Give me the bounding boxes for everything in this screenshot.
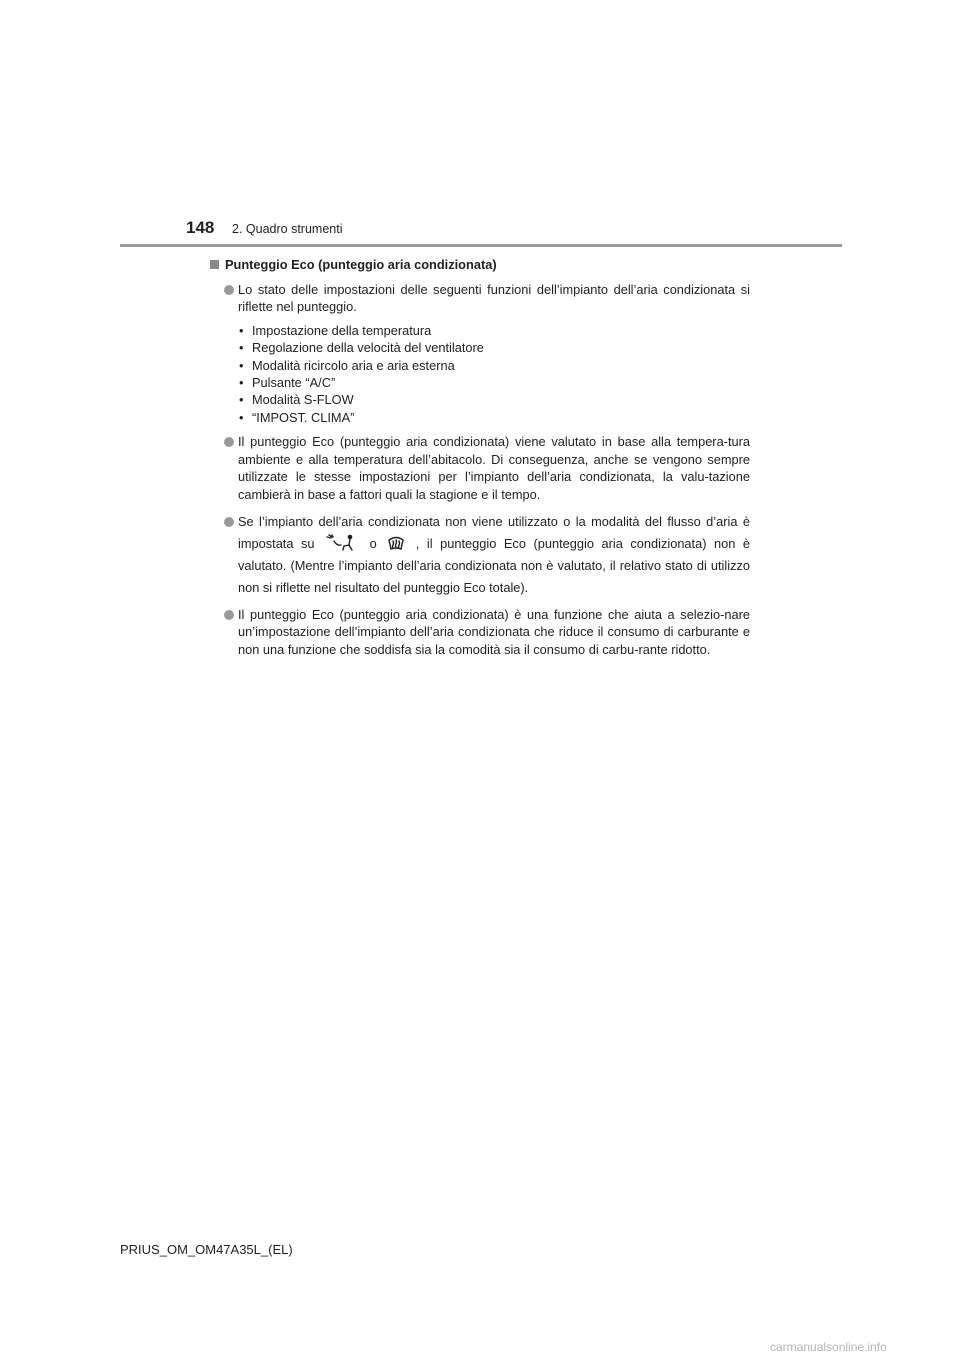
feet-windshield-airflow-icon: [325, 534, 359, 552]
list-item: [210, 281, 750, 427]
list-item: • Impostazione della temperatura: [238, 322, 750, 339]
chapter-title: 2. Quadro strumenti: [232, 222, 343, 236]
circle-bullet-icon: [224, 610, 234, 620]
item-text: Se l’impianto dell’aria condizionata non viene utilizzato o la modalità del flusso d’aria è impostata su: [238, 513, 750, 551]
list-item: • Modalità ricircolo aria e aria esterna: [238, 357, 750, 374]
circle-bullet-icon: [224, 285, 234, 295]
windshield-defroster-icon: [387, 534, 405, 552]
square-bullet-icon: [210, 260, 219, 269]
list-item: • “IMPOST. CLIMA”: [238, 409, 750, 426]
circle-bullet-icon: [224, 437, 234, 447]
list-item: [210, 606, 750, 659]
page-number: 148: [186, 218, 215, 237]
watermark: carmanualsonline.info: [770, 1340, 887, 1354]
item-text: Il punteggio Eco (punteggio aria condizionata) è una funzione che aiuta a selezio-nare un’impostazione dell’impianto dell’aria condizionata che riduce il consumo di carburante e non una funzione che soddisfa sia la comodità sia il consumo di carbu-rante ridotto.: [238, 606, 750, 657]
section-heading: [210, 256, 750, 274]
item-text: Lo stato delle impostazioni delle seguenti funzioni dell’impianto dell’aria condizionata si riflette nel punteggio.: [238, 281, 750, 315]
document-code: PRIUS_OM_OM47A35L_(EL): [120, 1242, 293, 1257]
list-item: • Regolazione della velocità del ventilatore: [238, 339, 750, 356]
page-content: [210, 256, 750, 665]
item-text: , il punteggio Eco (punteggio aria condizionata) non è valutato. (Mentre l’impianto dell’aria condizionata non è valutato, il relativo stato di utilizzo non si riflette nel risultato del punteggio Eco totale).: [238, 535, 751, 595]
settings-list: [238, 322, 750, 426]
list-item: • Modalità S-FLOW: [238, 391, 750, 408]
connector-text: o: [369, 535, 377, 551]
header-divider: [120, 244, 842, 247]
list-item: [210, 511, 750, 599]
item-text: Il punteggio Eco (punteggio aria condizionata) viene valutato in base alla tempera-tura ambiente e alla temperatura dell’abitacolo. Di conseguenza, anche se vengono sempre utilizzate le stesse impostazioni per l’impianto dell’aria condizionata, la valu-tazione cambierà in base a fattori quali la stagione e il tempo.: [238, 434, 750, 502]
circle-bullet-icon: [224, 517, 234, 527]
section-title: Punteggio Eco (punteggio aria condizionata): [225, 257, 497, 272]
list-item: [210, 433, 750, 503]
list-item: • Pulsante “A/C”: [238, 374, 750, 391]
